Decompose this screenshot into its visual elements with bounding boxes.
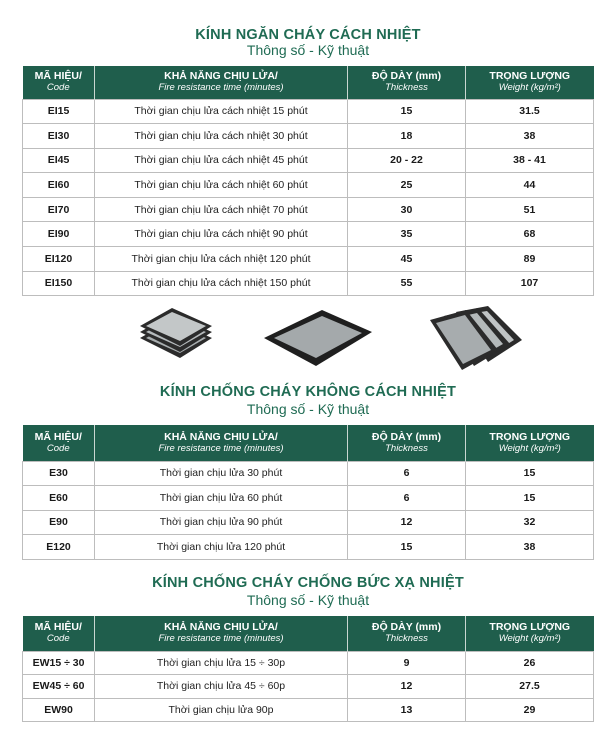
cell-fire: Thời gian chịu lửa 90p bbox=[95, 698, 348, 722]
cell-code: E60 bbox=[23, 486, 95, 511]
cell-code: E120 bbox=[23, 535, 95, 560]
table-row bbox=[23, 197, 594, 222]
cell-code: EI45 bbox=[23, 148, 95, 173]
table-row bbox=[23, 247, 594, 272]
cell-thickness: 15 bbox=[348, 99, 466, 124]
cell-weight: 38 - 41 bbox=[466, 148, 594, 173]
cell-fire: Thời gian chịu lửa 90 phút bbox=[95, 510, 348, 535]
cell-code: EW15 ÷ 30 bbox=[23, 651, 95, 675]
table-header-row bbox=[23, 425, 594, 461]
cell-weight: 27.5 bbox=[466, 675, 594, 699]
cell-weight: 51 bbox=[466, 197, 594, 222]
table-row bbox=[23, 651, 594, 675]
cell-code: EI15 bbox=[23, 99, 95, 124]
header-weight: TRỌNG LƯỢNG Weight (kg/m²) bbox=[466, 616, 594, 651]
cell-thickness: 35 bbox=[348, 222, 466, 247]
header-fire-resistance: KHẢ NĂNG CHỊU LỬA/ Fire resistance time (minutes) bbox=[95, 66, 348, 99]
header-fire-resistance: KHẢ NĂNG CHỊU LỬA/ Fire resistance time (minutes) bbox=[95, 425, 348, 461]
header-thickness: ĐỘ DÀY (mm) Thickness bbox=[348, 425, 466, 461]
header-code: MÃ HIỆU/ Code bbox=[23, 616, 95, 651]
cell-thickness: 6 bbox=[348, 461, 466, 486]
header-weight: TRỌNG LƯỢNG Weight (kg/m²) bbox=[466, 425, 594, 461]
section-1-subtitle: Thông số - Kỹ thuật bbox=[246, 42, 370, 58]
cell-fire: Thời gian chịu lửa cách nhiệt 15 phút bbox=[95, 99, 348, 124]
cell-weight: 29 bbox=[466, 698, 594, 722]
header-thickness: ĐỘ DÀY (mm) Thickness bbox=[348, 616, 466, 651]
cell-code: E30 bbox=[23, 461, 95, 486]
cell-weight: 32 bbox=[466, 510, 594, 535]
cell-fire: Thời gian chịu lửa 30 phút bbox=[95, 461, 348, 486]
table-row bbox=[23, 222, 594, 247]
cell-weight: 68 bbox=[466, 222, 594, 247]
cell-code: E90 bbox=[23, 510, 95, 535]
table-row bbox=[23, 461, 594, 486]
cell-thickness: 30 bbox=[348, 197, 466, 222]
cell-thickness: 15 bbox=[348, 535, 466, 560]
cell-fire: Thời gian chịu lửa 120 phút bbox=[95, 535, 348, 560]
cell-thickness: 12 bbox=[348, 510, 466, 535]
cell-thickness: 55 bbox=[348, 271, 466, 296]
cell-fire: Thời gian chịu lửa cách nhiệt 90 phút bbox=[95, 222, 348, 247]
header-code: MÃ HIỆU/ Code bbox=[23, 66, 95, 99]
cell-fire: Thời gian chịu lửa cách nhiệt 70 phút bbox=[95, 197, 348, 222]
cell-thickness: 6 bbox=[348, 486, 466, 511]
cell-code: EW90 bbox=[23, 698, 95, 722]
section-1-title: KÍNH NGĂN CHÁY CÁCH NHIỆT bbox=[195, 27, 421, 43]
table-row bbox=[23, 486, 594, 511]
non-insulated-fire-glass-table bbox=[22, 425, 594, 560]
insulated-fire-glass-table bbox=[22, 66, 594, 296]
cell-weight: 38 bbox=[466, 124, 594, 149]
table-row bbox=[23, 675, 594, 699]
section-3-subtitle: Thông số - Kỹ thuật bbox=[246, 592, 370, 608]
header-code: MÃ HIỆU/ Code bbox=[23, 425, 95, 461]
cell-code: EI60 bbox=[23, 173, 95, 198]
cell-fire: Thời gian chịu lửa cách nhiệt 120 phút bbox=[95, 247, 348, 272]
cell-thickness: 20 - 22 bbox=[348, 148, 466, 173]
cell-thickness: 9 bbox=[348, 651, 466, 675]
cell-code: EW45 ÷ 60 bbox=[23, 675, 95, 699]
cell-fire: Thời gian chịu lửa 15 ÷ 30p bbox=[95, 651, 348, 675]
cell-fire: Thời gian chịu lửa 60 phút bbox=[95, 486, 348, 511]
cell-weight: 26 bbox=[466, 651, 594, 675]
cell-weight: 15 bbox=[466, 461, 594, 486]
cell-code: EI120 bbox=[23, 247, 95, 272]
cell-thickness: 18 bbox=[348, 124, 466, 149]
cell-thickness: 13 bbox=[348, 698, 466, 722]
cell-weight: 44 bbox=[466, 173, 594, 198]
cell-weight: 89 bbox=[466, 247, 594, 272]
cell-code: EI70 bbox=[23, 197, 95, 222]
cell-weight: 31.5 bbox=[466, 99, 594, 124]
table-row bbox=[23, 535, 594, 560]
header-thickness: ĐỘ DÀY (mm) Thickness bbox=[348, 66, 466, 99]
section-3-title: KÍNH CHỐNG CHÁY CHỐNG BỨC XẠ NHIỆT bbox=[152, 575, 464, 591]
cell-code: EI90 bbox=[23, 222, 95, 247]
table-row bbox=[23, 698, 594, 722]
cell-fire: Thời gian chịu lửa cách nhiệt 45 phút bbox=[95, 148, 348, 173]
table-row bbox=[23, 173, 594, 198]
cell-thickness: 45 bbox=[348, 247, 466, 272]
section-2-title: KÍNH CHỐNG CHÁY KHÔNG CÁCH NHIỆT bbox=[159, 384, 457, 400]
table-row bbox=[23, 148, 594, 173]
cell-fire: Thời gian chịu lửa cách nhiệt 150 phút bbox=[95, 271, 348, 296]
radiation-control-fire-glass-table bbox=[22, 616, 594, 722]
cell-code: EI150 bbox=[23, 271, 95, 296]
cell-weight: 15 bbox=[466, 486, 594, 511]
section-2-subtitle: Thông số - Kỹ thuật bbox=[246, 401, 370, 417]
glass-stack-flat-image bbox=[132, 308, 218, 368]
glass-fanned-panes-image bbox=[426, 304, 524, 372]
cell-code: EI30 bbox=[23, 124, 95, 149]
table-row bbox=[23, 510, 594, 535]
glass-panel-image bbox=[260, 308, 375, 368]
header-weight: TRỌNG LƯỢNG Weight (kg/m²) bbox=[466, 66, 594, 99]
cell-fire: Thời gian chịu lửa 45 ÷ 60p bbox=[95, 675, 348, 699]
table-row bbox=[23, 124, 594, 149]
cell-weight: 107 bbox=[466, 271, 594, 296]
cell-fire: Thời gian chịu lửa cách nhiệt 30 phút bbox=[95, 124, 348, 149]
table-row bbox=[23, 271, 594, 296]
cell-thickness: 25 bbox=[348, 173, 466, 198]
header-fire-resistance: KHẢ NĂNG CHỊU LỬA/ Fire resistance time (minutes) bbox=[95, 616, 348, 651]
table-header-row bbox=[23, 66, 594, 99]
cell-fire: Thời gian chịu lửa cách nhiệt 60 phút bbox=[95, 173, 348, 198]
cell-thickness: 12 bbox=[348, 675, 466, 699]
cell-weight: 38 bbox=[466, 535, 594, 560]
table-row bbox=[23, 99, 594, 124]
table-header-row bbox=[23, 616, 594, 651]
